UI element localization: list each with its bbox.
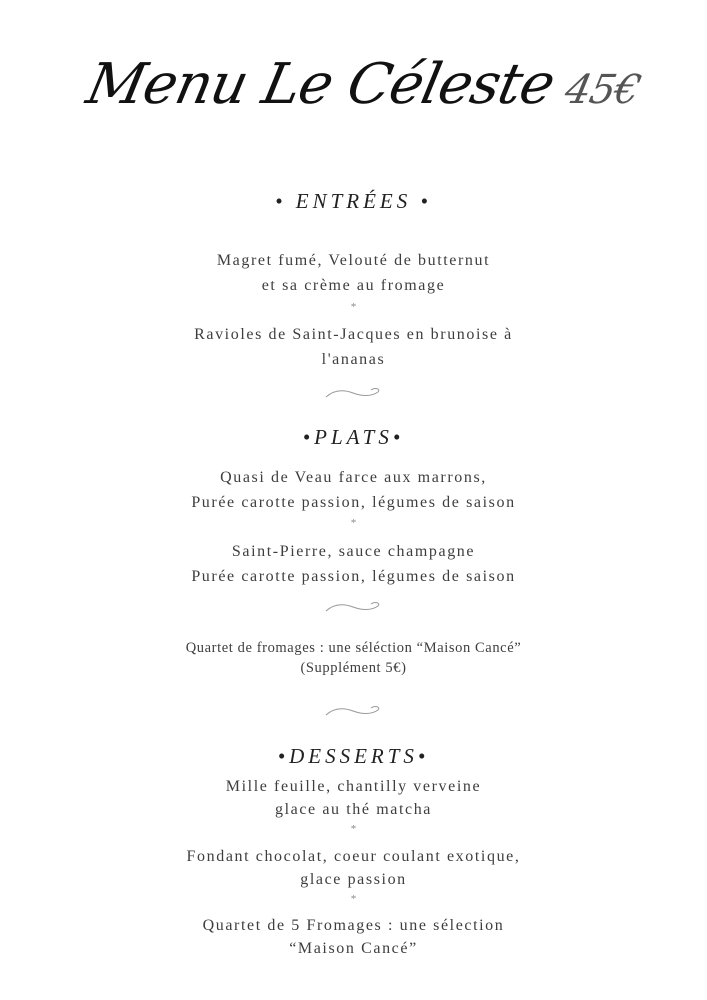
swirl-ornament <box>323 600 383 614</box>
section-heading-plats: •PLATS• <box>302 425 405 449</box>
dish-line: Fondant chocolat, coeur coulant exotique, <box>186 848 521 865</box>
dish-line: glace au thé matcha <box>275 801 432 818</box>
menu-price: 45€ <box>560 67 645 113</box>
dish-line: Ravioles de Saint-Jacques en brunoise à <box>194 326 513 343</box>
swirl-ornament <box>323 386 383 400</box>
separator-star: * <box>350 823 357 835</box>
cheese-line: Quartet de fromages : une séléction “Maison Cancé” <box>185 640 522 656</box>
dish-line: Magret fumé, Velouté de butternut <box>216 252 491 269</box>
section-heading-desserts: •DESSERTS• <box>277 744 430 768</box>
swirl-ornament <box>323 704 383 718</box>
dish-line: Mille feuille, chantilly verveine <box>225 778 482 795</box>
dish-line: Quasi de Veau farce aux marrons, <box>220 469 487 486</box>
separator-star: * <box>350 893 357 905</box>
separator-star: * <box>350 517 357 529</box>
dish-line: “Maison Cancé” <box>289 940 418 957</box>
dish-line: Quartet de 5 Fromages : une sélection <box>202 917 505 934</box>
cheese-supplement: (Supplément 5€) <box>300 660 407 676</box>
separator-star: * <box>350 301 357 313</box>
section-heading-entrees: • ENTRÉES • <box>275 189 432 213</box>
dish-line: Purée carotte passion, légumes de saison <box>191 568 516 585</box>
dish-line: glace passion <box>300 871 407 888</box>
dish-line: Purée carotte passion, légumes de saison <box>191 494 516 511</box>
menu-name: Menu Le Céleste <box>81 52 560 117</box>
menu-title <box>81 52 647 117</box>
dish-line: Saint-Pierre, sauce champagne <box>231 543 476 560</box>
dish-line: l'ananas <box>321 351 386 368</box>
dish-line: et sa crème au fromage <box>261 277 446 294</box>
